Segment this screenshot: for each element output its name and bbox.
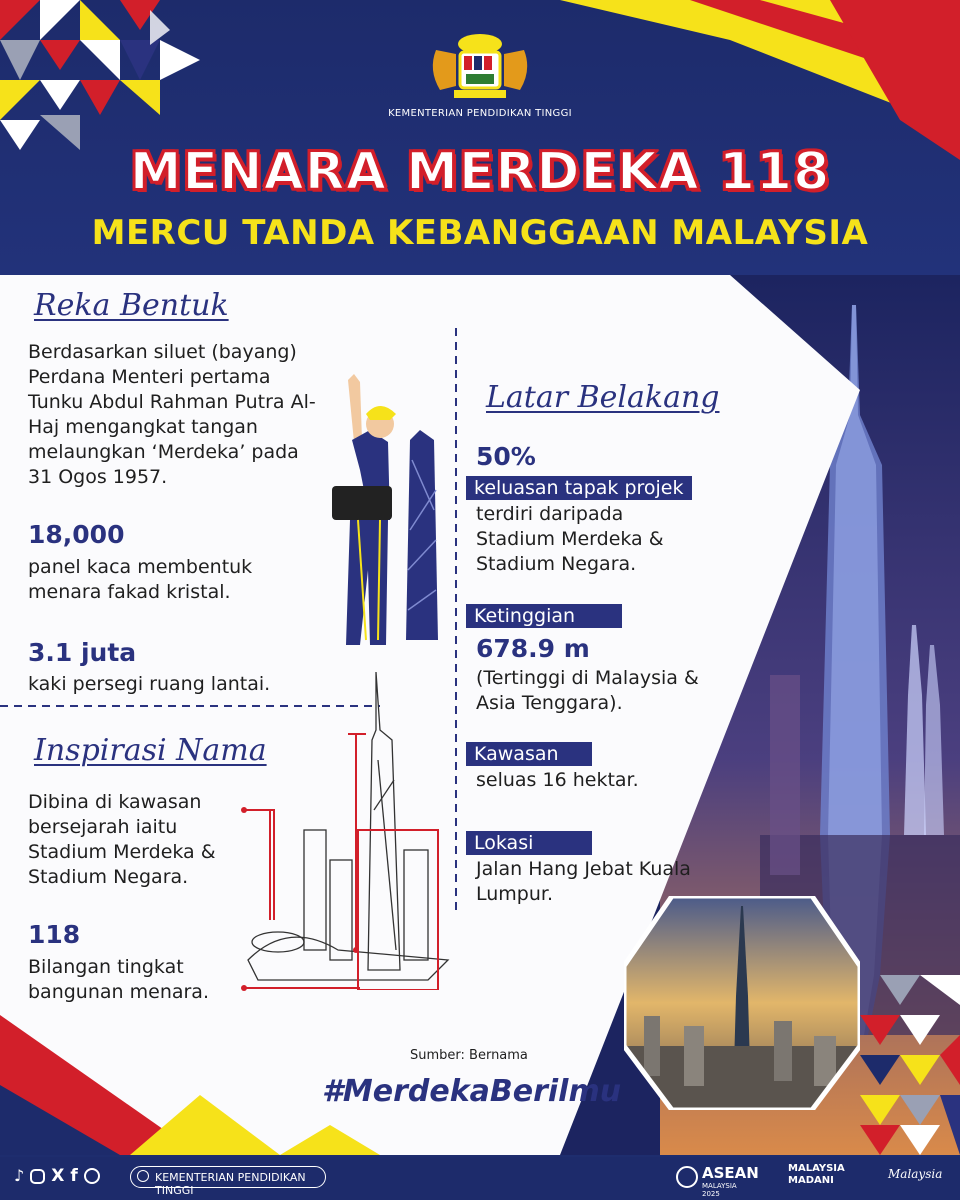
height-value: 678.9 m — [476, 634, 590, 663]
asean-logo-subtext: MALAYSIA 2025 — [702, 1182, 737, 1198]
asean-logo — [676, 1162, 759, 1198]
header-banner — [0, 0, 960, 275]
location-label: Lokasi — [466, 831, 592, 855]
stat-site-label: keluasan tapak projek — [466, 476, 692, 500]
stat-floors-value: 118 — [28, 920, 81, 949]
inspirasi-nama-text: Dibina di kawasan bersejarah iaitu Stadium Merdeka & Stadium Negara. — [28, 791, 216, 888]
search-bar-label: KEMENTERIAN PENDIDIKAN TINGGI — [155, 1171, 306, 1197]
stat-panels-text: panel kaca membentuk menara fakad kristal. — [28, 556, 253, 603]
social-icons — [14, 1166, 100, 1186]
area-label: Kawasan — [466, 742, 592, 766]
search-bar[interactable] — [130, 1166, 326, 1197]
section-heading-inspirasi-nama: Inspirasi Nama — [34, 733, 267, 768]
stat-floor-text: kaki persegi ruang lantai. — [28, 673, 271, 695]
tower-photo — [624, 896, 860, 1110]
footer-bar — [0, 1157, 960, 1200]
web-icon[interactable] — [84, 1168, 100, 1184]
visit-malaysia-logo: Malaysia — [888, 1167, 943, 1181]
stat-site-text: terdiri daripada Stadium Merdeka & Stadium Negara. — [476, 503, 664, 575]
malaysia-madani-logo: MALAYSIA MADANI — [788, 1163, 845, 1186]
section-heading-reka-bentuk: Reka Bentuk — [34, 288, 229, 323]
area-text: seluas 16 hektar. — [476, 769, 639, 791]
asean-logo-text: ASEAN — [702, 1164, 759, 1182]
hashtag-text: #MerdekaBerilmu — [322, 1074, 622, 1109]
search-icon — [137, 1170, 149, 1182]
reka-bentuk-text: Berdasarkan siluet (bayang) Perdana Menteri pertama Tunku Abdul Rahman Putra Al-Haj mengangkat tangan melaungkan ‘Merdeka’ pada 31 Ogos 1957. — [28, 341, 316, 488]
stat-panels-value: 18,000 — [28, 520, 125, 549]
coat-of-arms-icon — [426, 30, 534, 108]
page-subtitle: MERCU TANDA KEBANGGAAN MALAYSIA — [91, 213, 869, 253]
section-heading-latar-belakang: Latar Belakang — [486, 380, 720, 415]
stat-floor-value: 3.1 juta — [28, 638, 137, 667]
stat-site-value: 50% — [476, 442, 536, 471]
page-title: MENARA MERDEKA 118 — [129, 142, 831, 202]
source-text: Sumber: Bernama — [410, 1048, 528, 1063]
x-icon[interactable]: X — [51, 1166, 65, 1186]
instagram-icon[interactable] — [30, 1169, 45, 1184]
facebook-icon[interactable]: f — [70, 1166, 78, 1186]
tunku-figure-illustration — [330, 370, 450, 650]
callout-lines — [240, 800, 360, 1000]
height-label: Ketinggian — [466, 604, 622, 628]
ministry-label: KEMENTERIAN PENDIDIKAN TINGGI — [388, 108, 572, 119]
tiktok-icon[interactable]: ♪ — [14, 1166, 25, 1185]
stat-floors-text: Bilangan tingkat bangunan menara. — [28, 956, 209, 1003]
height-text: (Tertinggi di Malaysia & Asia Tenggara). — [476, 667, 699, 714]
location-text: Jalan Hang Jebat Kuala Lumpur. — [476, 858, 691, 905]
